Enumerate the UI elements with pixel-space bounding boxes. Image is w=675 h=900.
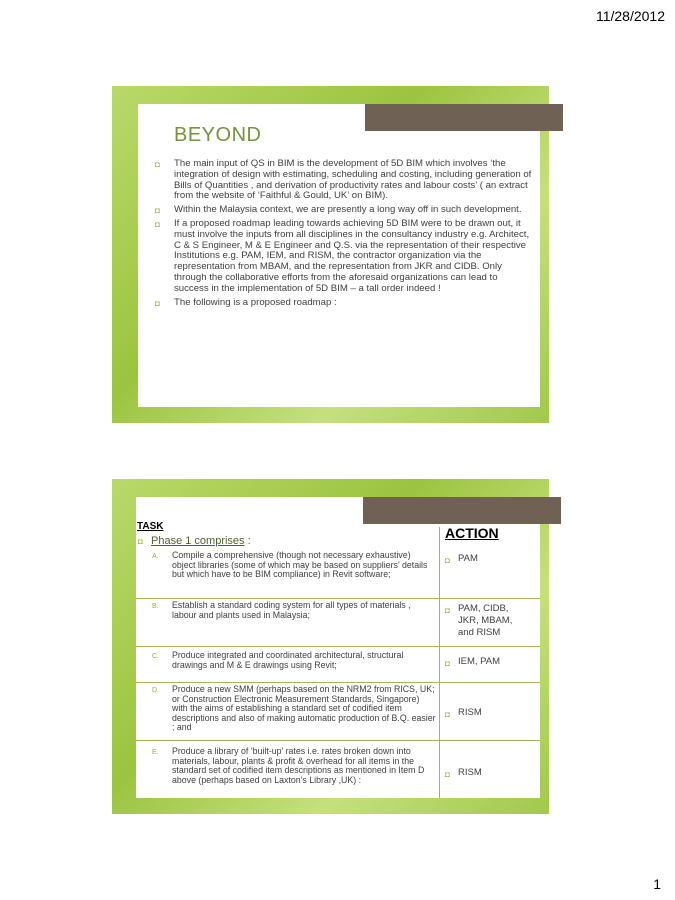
row-letter: A. (152, 553, 159, 560)
table-row (136, 599, 540, 647)
square-bullet-icon: ◘ (445, 770, 450, 779)
list-item: ◘ Within the Malaysia context, we are presently a long way off in such development. (155, 204, 522, 216)
action-heading: ACTION (445, 525, 499, 541)
page-date: 11/28/2012 (595, 8, 665, 24)
action-text: IEM, PAM (458, 656, 501, 667)
slide-content-area (138, 104, 540, 407)
task-text: Compile a comprehensive (though not necessary exhaustive) object libraries (some of which may be based on suppliers’ details but which have to be BIM compliance) in Revit software; (172, 550, 428, 580)
task-text: Produce a new SMM (perhaps based on the NRM2 from RICS, UK; or Construction Electronic Measurement Standards, Singapore) with the aims of establishing a standard set of codified item descriptions and also of making automatic production of B.Q. easier ; and (172, 684, 436, 733)
slide-header-tab (363, 497, 561, 524)
bullet-list (146, 159, 534, 311)
square-bullet-icon: ◘ (445, 606, 450, 615)
table-row (136, 683, 540, 741)
table-row (136, 743, 540, 797)
row-letter: D. (152, 687, 159, 694)
slide-title: BEYOND (174, 124, 262, 146)
table-row (136, 551, 540, 599)
slide-content-area (136, 497, 540, 798)
task-text: Produce a library of ‘built-up’ rates i.e. rates broken down into materials, labour, plants & profit & overhead for all items in the standard set of codified item descriptions as mentioned in Item D above (perhaps based on Laxton’s Library ,UK) : (172, 746, 425, 785)
slide-task-action (112, 479, 549, 814)
square-bullet-icon: ◘ (155, 206, 160, 216)
square-bullet-icon: ◘ (155, 160, 160, 169)
list-item: ◘ The following is a proposed roadmap : (155, 296, 337, 308)
task-text: Produce integrated and coordinated architectural, structural drawings and M & E drawings using Revit; (172, 650, 404, 670)
list-item: ◘ The main input of QS in BIM is the development of 5D BIM which involves ‘the integration of design with estimating, scheduling and costing, including generation of Bills of Quantities , and derivation of productivity rates and labour costs’ ( an extract from the website of ‘Faithful & Gould, UK’ on BIM). (155, 158, 532, 202)
square-bullet-icon: ◘ (445, 556, 450, 565)
slide-beyond (112, 86, 549, 423)
row-divider (136, 740, 540, 741)
task-text: Establish a standard coding system for all types of materials , labour and plants used in Malaysia; (172, 600, 411, 620)
row-letter: C. (152, 653, 159, 660)
square-bullet-icon: ◘ (138, 537, 143, 546)
list-item: ◘ If a proposed roadmap leading towards achieving 5D BIM were to be drawn out, it must involve the inputs from all disciplines in the consultancy industry e.g. Architect, C & S Engineer, M & E Engineer and Q.S. via the representation of their respective Institutions e.g. PAM, IEM, and RISM, the contractor organization via the representation from MBAM, and the representation from JKR and CIDB. Only through the collaborative efforts from the aforesaid organizations can lead to success in the implementation of 5D BIM – a tall order indeed ! (155, 217, 530, 294)
table-row (136, 647, 540, 683)
phase-heading: ◘ Phase 1 comprises : (138, 535, 251, 547)
action-text: RISM (458, 767, 482, 778)
action-text: PAM, CIDB, JKR, MBAM, and RISM (458, 603, 513, 638)
task-heading: TASK (137, 521, 164, 532)
square-bullet-icon: ◘ (445, 659, 450, 668)
square-bullet-icon: ◘ (155, 219, 160, 229)
action-text: RISM (458, 707, 482, 718)
slide-header-tab (365, 104, 563, 131)
action-text: PAM (458, 553, 478, 564)
row-letter: E. (152, 749, 159, 756)
square-bullet-icon: ◘ (155, 298, 160, 308)
row-letter: B. (152, 603, 159, 610)
square-bullet-icon: ◘ (445, 710, 450, 719)
page-number: 1 (653, 876, 661, 892)
